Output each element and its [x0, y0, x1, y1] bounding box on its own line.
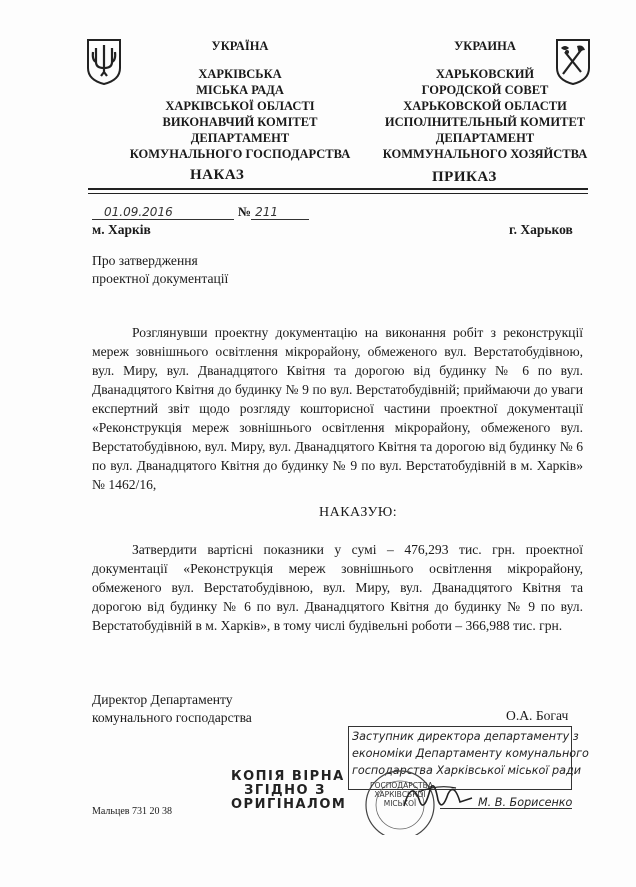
order-word: НАКАЗУЮ: [319, 505, 398, 520]
header-right-line: КОММУНАЛЬНОГО ХОЗЯЙСТВА [382, 147, 588, 161]
header-left-line: ВИКОНАВЧИЙ КОМІТЕТ [162, 115, 318, 129]
header-left-organization [85, 66, 395, 162]
header-rule-thin [88, 193, 588, 194]
header-left-line: ДЕПАРТАМЕНТ [190, 131, 290, 145]
copy-stamp-line: ЗГІДНО З [244, 783, 326, 798]
order-number: 211 [251, 205, 309, 220]
header-right-line: ХАРЬКОВСКИЙ [435, 67, 535, 81]
certifier-name: М. В. Борисенко [478, 796, 573, 809]
header-right-line: ХАРЬКОВСКОЙ ОБЛАСТИ [403, 99, 567, 113]
subject-line: Про затвердження [92, 253, 198, 268]
header-right-country: УКРАИНА [454, 39, 516, 53]
header-left-line: МІСЬКА РАДА [196, 83, 284, 97]
city-left: м. Харків [92, 222, 151, 237]
certification-stamp-line: господарства Харківської міської ради [352, 764, 582, 777]
copy-stamp-line: ОРИГІНАЛОМ [231, 797, 347, 812]
subject-line: проектної документації [92, 271, 229, 286]
signatory-title [92, 691, 252, 727]
header-left-line: КОМУНАЛЬНОГО ГОСПОДАРСТВА [129, 147, 351, 161]
seal-line: МІСЬКОЇ [383, 799, 417, 808]
order-subject [92, 252, 228, 288]
city-right: г. Харьков [509, 222, 573, 237]
copy-true-stamp [231, 769, 347, 812]
order-date-number [92, 204, 309, 220]
header-right-organization [360, 66, 610, 162]
header-left-country: УКРАЇНА [211, 39, 269, 53]
header-rule [88, 188, 588, 190]
doc-type-left: НАКАЗ [190, 167, 245, 183]
order-paragraph: Затвердити вартісні показники у сумі – 476,293 тис. грн. проектної документації «Реконструкція мереж зовнішнього освітлення мікрорайону, обмеженого вул. Верстатобудівною, вул. Миру, вул. Дванадцятого Квітня та дорогою від будинку № 6 по вул. Дванадцятого Квітня до будинку № 9 по вул. Верстатобудівній в м. Харків», в тому числі будівельні роботи – 366,988 тис. грн. [92, 542, 583, 633]
signatory-title-line: Директор Департаменту [92, 692, 233, 707]
order-number-sign: № [238, 204, 252, 219]
handwritten-signature-icon [398, 772, 478, 820]
header-right-line: ИСПОЛНИТЕЛЬНЫЙ КОМИТЕТ [384, 115, 586, 129]
header-right-line: ГОРОДСКОЙ СОВЕТ [421, 83, 549, 97]
signatory-name: О.А. Богач [506, 708, 569, 723]
certification-stamp-line: Заступник директора департаменту з [352, 730, 579, 743]
body-paragraph: Розглянувши проектну документацію на виконання робіт з реконструкції мереж зовнішнього освітлення мікрорайону, обмеженого вул. Верстатобудівною, вул. Миру, вул. Дванадцятого Квітня та дорогою від будинку № 6 по вул. Дванадцятого Квітня до будинку № 9 по вул. Верстатобудівній; приймаючи до уваги експертний звіт щодо розгляду кошторисної частини проектної документації «Реконструкція мереж зовнішнього освітлення мікрорайону, обмеженого вул. Верстатобудівною, вул. Миру, вул. Дванадцятого Квітня та дорогою від будинку № 6 по вул. Дванадцятого Квітня до будинку № 9 по вул. Верстатобудівній в м. Харків» № 1462/16, [92, 325, 583, 492]
doc-type-right: ПРИКАЗ [432, 169, 497, 185]
copy-stamp-line: КОПІЯ ВІРНА [231, 769, 345, 784]
signatory-title-line: комунального господарства [92, 710, 252, 725]
header-left-line: ХАРКІВСЬКА [198, 67, 282, 81]
seal-line: ГОСПОДАРСТВА [370, 781, 433, 790]
header-right-line: ДЕПАРТАМЕНТ [435, 131, 535, 145]
header-left-line: ХАРКІВСЬКОЇ ОБЛАСТІ [165, 99, 315, 113]
order-date: 01.09.2016 [92, 205, 234, 220]
certification-stamp-line: економіки Департаменту комунального [352, 747, 589, 760]
executor-contact: Мальцев 731 20 38 [92, 806, 172, 817]
seal-line: ХАРКІВСЬКОЇ [374, 790, 426, 799]
